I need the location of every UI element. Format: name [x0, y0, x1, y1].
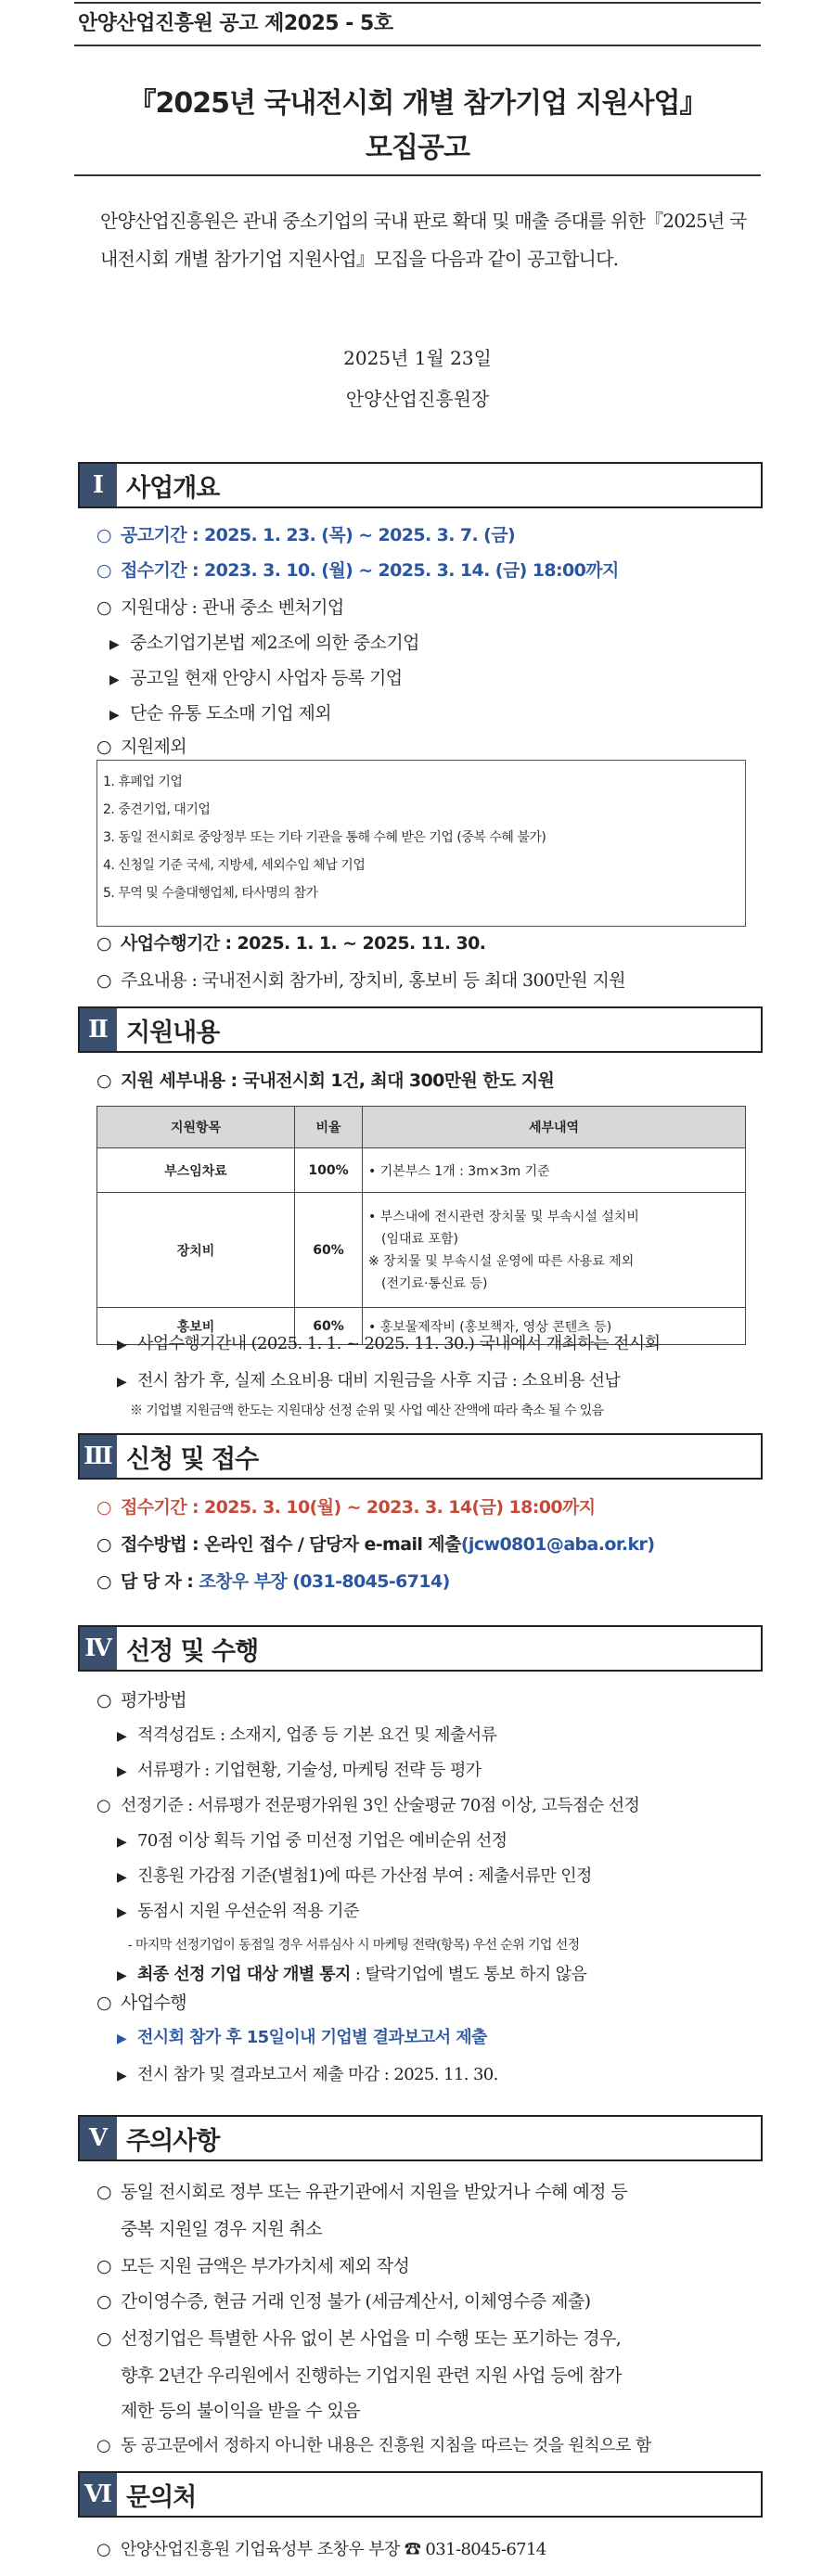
receipt-method-text: 접수방법 : 온라인 접수 / 담당자 e-mail 제출 [121, 1534, 461, 1555]
page-subtitle: 모집공고 [366, 132, 469, 164]
contact-label: 담 당 자 : [121, 1571, 194, 1592]
exec-item-text: 전시 참가 및 결과보고서 제출 마감 : 2025. 11. 30. [137, 2065, 498, 2084]
exclusion-item: 3. 동일 전시회로 중앙정부 또는 기타 기관을 통해 수혜 받은 기업 (중복 수혜 불가) [103, 830, 546, 845]
section-number: Ⅴ [80, 2117, 117, 2159]
target-item: ▶ 공고일 현재 안양시 사업자 등록 기업 [109, 668, 403, 688]
support-note: ▶ 사업수행기간내 (2025. 1. 1. ~ 2025. 11. 30.) 국내에서 개최하는 전시회 [117, 1334, 661, 1353]
section-number: Ⅵ [80, 2473, 117, 2516]
issuer: 안양산업진흥원장 [345, 388, 490, 410]
notification-rest: : 탈락기업에 별도 통보 하지 않음 [350, 1965, 587, 1984]
support-table [96, 1106, 746, 1345]
caution-item-cont: 제한 등의 불이익을 받을 수 있음 [121, 2401, 361, 2421]
support-note: ▶ 전시 참가 후, 실제 소요비용 대비 지원금을 사후 지급 : 소요비용 선납 [117, 1371, 621, 1391]
eval-item-text: 적격성검토 : 소재지, 업종 등 기본 요건 및 제출서류 [137, 1725, 497, 1745]
section-2-header [78, 1006, 763, 1053]
notice-period: ○ 공고기간 : 2025. 1. 23. (목) ~ 2025. 3. 7. (금) [96, 525, 516, 545]
caution-item: ○ 간이영수증, 현금 거래 인정 불가 (세금계산서, 이체영수증 제출) [96, 2291, 591, 2312]
support-rate: 60% [295, 1193, 363, 1308]
page-title: 『2025년 국내전시회 개별 참가기업 지원사업』 [128, 87, 707, 120]
eval-method-text: 평가방법 [121, 1690, 187, 1711]
criteria-item-text: 70점 이상 획득 기업 중 미선정 기업은 예비순위 선정 [137, 1831, 507, 1851]
target-item-text: 중소기업기본법 제2조에 의한 중소기업 [130, 633, 419, 653]
main-content-text: 주요내용 : 국내전시회 참가비, 장치비, 홍보비 등 최대 300만원 지원 [121, 970, 625, 991]
notification: ▶ 최종 선정 기업 대상 개별 통지 : 탈락기업에 별도 통보 하지 않음 [117, 1965, 587, 1984]
main-content: ○ 주요내용 : 국내전시회 참가비, 장치비, 홍보비 등 최대 300만원 지원 [96, 970, 625, 991]
caution-item-cont: 향후 2년간 우리원에서 진행하는 기업지원 관련 지원 사업 등에 참가 [121, 2365, 622, 2386]
eval-method: ○ 평가방법 [96, 1690, 187, 1711]
caution-text: 동일 전시회로 정부 또는 유관기관에서 지원을 받았거나 수혜 예정 등 [121, 2182, 628, 2202]
caution-item: ○ 선정기업은 특별한 사유 없이 본 사업을 미 수행 또는 포기하는 경우, [96, 2328, 622, 2349]
header-rule [74, 45, 761, 46]
exec-item-text: 전시회 참가 후 15일이내 기업별 결과보고서 제출 [137, 2028, 487, 2047]
section-number: Ⅳ [80, 1627, 117, 1670]
criteria-item: ▶ 진흥원 가감점 기준(별첨1)에 따른 가산점 부여 : 제출서류만 인정 [117, 1866, 592, 1886]
exclusion-item: 4. 신청일 기준 국세, 지방세, 세외수입 체납 기업 [103, 858, 366, 873]
notice-period-text: 공고기간 : 2025. 1. 23. (목) ~ 2025. 3. 7. (금) [121, 525, 516, 545]
caution-item-cont: 중복 지원일 경우 지원 취소 [121, 2219, 323, 2239]
section-4-header [78, 1625, 763, 1672]
criteria-item-text: 동점시 지원 우선순위 적용 기준 [137, 1902, 359, 1921]
section-number: Ⅲ [80, 1435, 117, 1478]
col-header: 세부내역 [363, 1107, 746, 1148]
section-title: 문의처 [126, 2482, 197, 2512]
caution-item: ○ 모든 지원 금액은 부가가치세 제외 작성 [96, 2256, 410, 2276]
eval-item-text: 서류평가 : 기업현황, 기술성, 마케팅 전략 등 평가 [137, 1761, 482, 1780]
exclusion-item: 2. 중견기업, 대기업 [103, 802, 211, 817]
table-row [97, 1193, 746, 1308]
receipt-contact: ○ 담 당 자 : 조창우 부장 (031-8045-6714) [96, 1571, 450, 1592]
exclusion-title-text: 지원제외 [121, 737, 187, 757]
exec-title: ○ 사업수행 [96, 1993, 187, 2013]
col-header: 지원항목 [97, 1107, 295, 1148]
target-item-text: 단순 유통 도소매 기업 제외 [130, 703, 332, 724]
support-rate: 100% [295, 1148, 363, 1193]
target-item: ▶ 중소기업기본법 제2조에 의한 중소기업 [109, 633, 419, 653]
eval-item: ▶ 서류평가 : 기업현황, 기술성, 마케팅 전략 등 평가 [117, 1761, 482, 1780]
support-desc: • 기본부스 1개 : 3m×3m 기준 [363, 1148, 746, 1193]
title-rule [74, 174, 761, 176]
caution-text: 모든 지원 금액은 부가가치세 제외 작성 [121, 2256, 410, 2276]
exclusion-item: 5. 무역 및 수출대행업체, 타사명의 참가 [103, 886, 318, 901]
section-title: 사업개요 [126, 473, 220, 503]
criteria-item: ▶ 70점 이상 획득 기업 중 미선정 기업은 예비순위 선정 [117, 1831, 507, 1851]
section-number: Ⅰ [80, 464, 117, 506]
section-5-header [78, 2115, 763, 2161]
criteria-item-text: 진흥원 가감점 기준(별첨1)에 따른 가산점 부여 : 제출서류만 인정 [137, 1866, 592, 1886]
caution-item: ○ 동일 전시회로 정부 또는 유관기관에서 지원을 받았거나 수혜 예정 등 [96, 2182, 628, 2202]
desc-line: (전기료·통신료 등) [381, 1275, 488, 1291]
contact-person: 조창우 부장 (031-8045-6714) [199, 1571, 450, 1592]
section-title: 주의사항 [126, 2126, 220, 2156]
desc-line: • 부스내에 전시관련 장치물 및 부속시설 설치비 [368, 1209, 639, 1224]
support-rate: 60% [295, 1308, 363, 1345]
support-note-text: 사업수행기간내 (2025. 1. 1. ~ 2025. 11. 30.) 국내에서 개최하는 전시회 [137, 1334, 661, 1353]
target-text: 지원대상 : 관내 중소 벤처기업 [121, 597, 344, 618]
support-footnote: ※ 기업별 지원금액 한도는 지원대상 선정 순위 및 사업 예산 잔액에 따라 축소 될 수 있음 [130, 1403, 604, 1418]
selection-criteria: ○ 선정기준 : 서류평가 전문평가위원 3인 산술평균 70점 이상, 고득점순 선정 [96, 1796, 640, 1815]
section-number: Ⅱ [80, 1008, 117, 1051]
section-3-header [78, 1433, 763, 1480]
section-1-header [78, 462, 763, 508]
notification-bold: 최종 선정 기업 대상 개별 통지 [137, 1965, 351, 1984]
exec-item: ▶ 전시회 참가 후 15일이내 기업별 결과보고서 제출 [117, 2028, 487, 2047]
col-header: 비율 [295, 1107, 363, 1148]
apply-period-text: 접수기간 : 2023. 3. 10. (월) ~ 2025. 3. 14. (금) 18:00까지 [121, 560, 619, 581]
apply-period: ○ 접수기간 : 2023. 3. 10. (월) ~ 2025. 3. 14. (금) 18:00까지 [96, 560, 619, 581]
caution-text: 간이영수증, 현금 거래 인정 불가 (세금계산서, 이체영수증 제출) [121, 2291, 591, 2312]
inquiry-contact: ○ 안양산업진흥원 기업육성부 조창우 부장 ☎ 031-8045-6714 [96, 2540, 546, 2559]
support-item: 홍보비 [97, 1308, 295, 1345]
section-title: 지원내용 [126, 1018, 220, 1047]
table-header-row [97, 1107, 746, 1148]
exec-period-text: 사업수행기간 : 2025. 1. 1. ~ 2025. 11. 30. [121, 933, 486, 954]
exclusion-box [96, 760, 746, 927]
exclusion-item: 1. 휴폐업 기업 [103, 775, 183, 789]
notice-date: 2025년 1월 23일 [343, 347, 492, 369]
table-row [97, 1148, 746, 1193]
contact-email: (jcw0801@aba.or.kr) [460, 1534, 655, 1555]
exclusion-title: ○ 지원제외 [96, 737, 187, 757]
support-detail-text: 지원 세부내용 : 국내전시회 1건, 최대 300만원 한도 지원 [121, 1070, 555, 1091]
exec-period: ○ 사업수행기간 : 2025. 1. 1. ~ 2025. 11. 30. [96, 933, 486, 954]
section-title: 신청 및 접수 [126, 1444, 259, 1474]
tie-note: - 마지막 선정기업이 동점일 경우 서류심사 시 마케팅 전략(항목) 우선 순위 기업 선정 [128, 1938, 580, 1953]
doc-number: 안양산업진흥원 공고 제2025 - 5호 [78, 12, 393, 35]
receipt-period-text: 접수기간 : 2025. 3. 10(월) ~ 2023. 3. 14(금) 18:00까지 [121, 1497, 596, 1518]
top-rule [74, 2, 761, 4]
eval-item: ▶ 적격성검토 : 소재지, 업종 등 기본 요건 및 제출서류 [117, 1725, 497, 1745]
selection-criteria-text: 선정기준 : 서류평가 전문평가위원 3인 산술평균 70점 이상, 고득점순 선정 [121, 1796, 640, 1815]
section-6-header [78, 2471, 763, 2518]
support-note-text: 전시 참가 후, 실제 소요비용 대비 지원금을 사후 지급 : 소요비용 선납 [137, 1371, 621, 1391]
support-desc: • 홍보물제작비 (홍보책자, 영상 콘텐츠 등) [363, 1308, 746, 1345]
exec-item: ▶ 전시 참가 및 결과보고서 제출 마감 : 2025. 11. 30. [117, 2065, 498, 2084]
criteria-item: ▶ 동점시 지원 우선순위 적용 기준 [117, 1902, 359, 1921]
intro-text: 안양산업진흥원은 관내 중소기업의 국내 판로 확대 및 매출 증대를 위한『2025년 국내전시회 개별 참가기업 지원사업』모집을 다음과 같이 공고합니다. [100, 210, 747, 270]
receipt-method: ○ 접수방법 : 온라인 접수 / 담당자 e-mail 제출(jcw0801@aba.or.kr) [96, 1534, 655, 1555]
exec-title-text: 사업수행 [121, 1993, 187, 2013]
support-item: 장치비 [97, 1193, 295, 1308]
support-detail: ○ 지원 세부내용 : 국내전시회 1건, 최대 300만원 한도 지원 [96, 1070, 555, 1091]
section-title: 선정 및 수행 [126, 1636, 259, 1666]
target: ○ 지원대상 : 관내 중소 벤처기업 [96, 597, 344, 618]
target-item: ▶ 단순 유통 도소매 기업 제외 [109, 703, 332, 724]
caution-item: ○ 동 공고문에서 정하지 아니한 내용은 진흥원 지침을 따르는 것을 원칙으로 함 [96, 2436, 651, 2455]
desc-line: ※ 장치물 및 부속시설 운영에 따른 사용료 제외 [368, 1253, 635, 1269]
target-item-text: 공고일 현재 안양시 사업자 등록 기업 [130, 668, 403, 688]
caution-text: 선정기업은 특별한 사유 없이 본 사업을 미 수행 또는 포기하는 경우, [121, 2328, 622, 2349]
receipt-period: ○ 접수기간 : 2025. 3. 10(월) ~ 2023. 3. 14(금) 18:00까지 [96, 1497, 596, 1518]
support-desc [363, 1193, 746, 1308]
support-item: 부스임차료 [97, 1148, 295, 1193]
desc-line: (임대료 포함) [381, 1231, 458, 1247]
inquiry-contact-text: 안양산업진흥원 기업육성부 조창우 부장 ☎ 031-8045-6714 [121, 2540, 546, 2559]
caution-text: 동 공고문에서 정하지 아니한 내용은 진흥원 지침을 따르는 것을 원칙으로 함 [121, 2436, 651, 2455]
